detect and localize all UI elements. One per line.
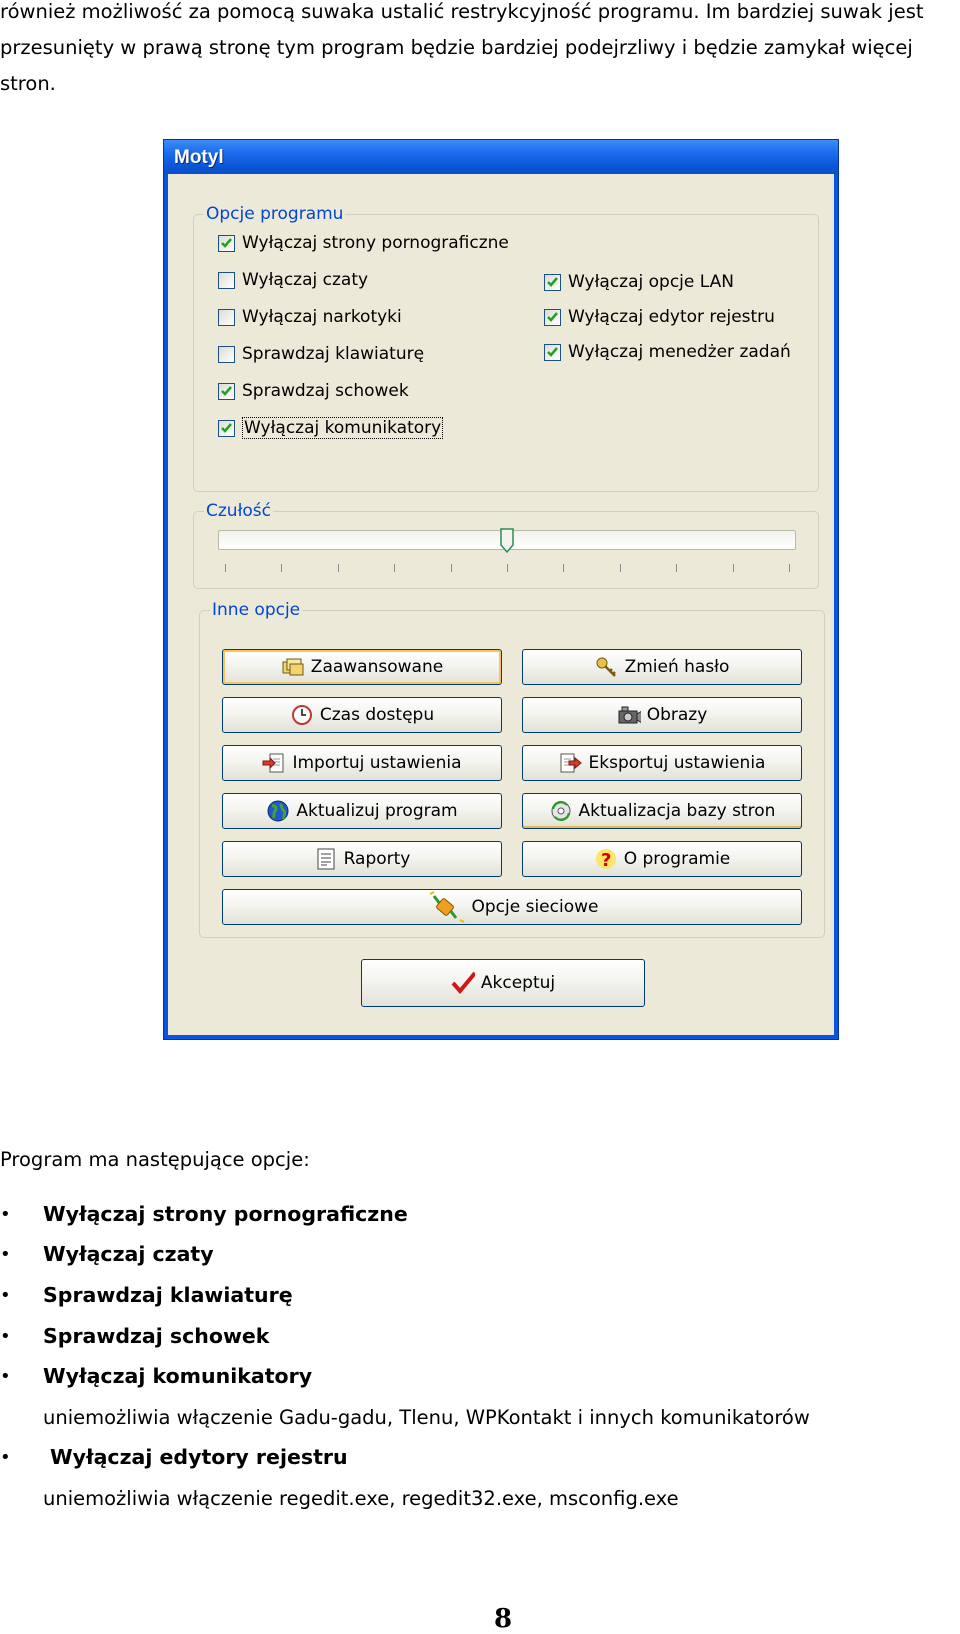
checkbox-box[interactable] bbox=[218, 235, 235, 252]
button-label: Czas dostępu bbox=[319, 705, 435, 725]
checkmark-icon bbox=[546, 311, 559, 324]
slider-tick bbox=[620, 564, 621, 572]
button-label: Eksportuj ustawienia bbox=[588, 753, 766, 773]
checkbox-block-porn[interactable] bbox=[218, 233, 509, 253]
slider-tick bbox=[563, 564, 564, 572]
checkbox-box[interactable] bbox=[218, 383, 235, 400]
checkbox-box[interactable] bbox=[218, 346, 235, 363]
button-label: Raporty bbox=[343, 849, 411, 869]
bullet: • bbox=[0, 1285, 11, 1306]
checkbox-block-messengers[interactable] bbox=[218, 417, 443, 439]
checkbox-box[interactable] bbox=[218, 272, 235, 289]
button-label: Opcje sieciowe bbox=[471, 897, 599, 917]
key-icon bbox=[595, 655, 619, 679]
checkbox-label: Wyłączaj opcje LAN bbox=[568, 272, 734, 292]
option-title: Wyłączaj komunikatory bbox=[43, 1364, 313, 1388]
checkmark-icon bbox=[220, 422, 233, 435]
slider-tick bbox=[451, 564, 452, 572]
button-label: Zaawansowane bbox=[310, 657, 444, 677]
sensitivity-slider-thumb[interactable] bbox=[500, 528, 514, 554]
checkbox-block-chats[interactable] bbox=[218, 270, 368, 290]
checkbox-label: Wyłączaj narkotyki bbox=[242, 307, 402, 327]
update-database-button[interactable] bbox=[522, 793, 802, 829]
checkbox-box[interactable] bbox=[544, 309, 561, 326]
option-title: Wyłączaj edytory rejestru bbox=[50, 1445, 348, 1469]
checkmark-icon bbox=[220, 237, 233, 250]
checkbox-box[interactable] bbox=[218, 420, 235, 437]
sensitivity-group bbox=[193, 501, 819, 589]
checkmark-icon bbox=[451, 971, 475, 995]
change-password-button[interactable] bbox=[522, 649, 802, 685]
button-label: Aktualizacja bazy stron bbox=[578, 801, 776, 821]
report-document-icon bbox=[314, 847, 338, 871]
camera-icon bbox=[617, 703, 641, 727]
bullet: • bbox=[0, 1366, 11, 1387]
checkbox-label: Wyłączaj komunikatory bbox=[244, 418, 442, 438]
checkbox-check-keyboard[interactable] bbox=[218, 344, 424, 364]
button-label: Importuj ustawienia bbox=[292, 753, 462, 773]
checkbox-check-clipboard[interactable] bbox=[218, 381, 409, 401]
button-label: Obrazy bbox=[646, 705, 708, 725]
about-button[interactable] bbox=[522, 841, 802, 877]
globe-icon bbox=[266, 799, 290, 823]
slider-tick bbox=[789, 564, 790, 572]
checkbox-block-registry-editor[interactable] bbox=[544, 307, 775, 327]
other-options-group bbox=[199, 600, 825, 938]
options-heading: Program ma następujące opcje: bbox=[0, 1148, 310, 1171]
checkbox-label: Wyłączaj strony pornograficzne bbox=[242, 233, 509, 253]
checkbox-label: Wyłączaj czaty bbox=[242, 270, 369, 290]
svg-text:?: ? bbox=[600, 850, 612, 871]
sensitivity-legend: Czułość bbox=[206, 501, 272, 521]
bullet: • bbox=[0, 1447, 11, 1468]
bullet: • bbox=[0, 1244, 11, 1265]
question-icon bbox=[594, 847, 618, 871]
checkbox-box[interactable] bbox=[544, 274, 561, 291]
export-icon bbox=[559, 751, 583, 775]
checkmark-icon bbox=[546, 346, 559, 359]
dialog-client-area bbox=[168, 174, 834, 1035]
button-label: Aktualizuj program bbox=[296, 801, 458, 821]
checkbox-block-task-manager[interactable] bbox=[544, 342, 791, 362]
program-options-legend: Opcje programu bbox=[206, 204, 344, 224]
slider-tick bbox=[733, 564, 734, 572]
accept-button[interactable] bbox=[361, 959, 645, 1007]
export-settings-button[interactable] bbox=[522, 745, 802, 781]
import-icon bbox=[262, 751, 286, 775]
program-options-group bbox=[193, 204, 819, 492]
checkbox-block-lan[interactable] bbox=[544, 272, 734, 292]
slider-tick bbox=[281, 564, 282, 572]
page-number: 8 bbox=[494, 1604, 513, 1634]
slider-tick bbox=[338, 564, 339, 572]
checkmark-icon bbox=[220, 385, 233, 398]
checkbox-label: Wyłączaj menedżer zadań bbox=[568, 342, 791, 362]
update-program-button[interactable] bbox=[222, 793, 502, 829]
checkbox-block-drugs[interactable] bbox=[218, 307, 402, 327]
other-options-legend: Inne opcje bbox=[212, 600, 301, 620]
button-label: Zmień hasło bbox=[624, 657, 730, 677]
checkbox-label: Sprawdzaj klawiaturę bbox=[242, 344, 425, 364]
option-title: Sprawdzaj schowek bbox=[43, 1324, 270, 1348]
checkbox-label: Wyłączaj edytor rejestru bbox=[568, 307, 775, 327]
advanced-button[interactable] bbox=[222, 649, 502, 685]
option-title: Wyłączaj strony pornograficzne bbox=[43, 1202, 408, 1226]
slider-tick bbox=[394, 564, 395, 572]
motyl-window bbox=[163, 139, 839, 1040]
slider-tick bbox=[225, 564, 226, 572]
reports-button[interactable] bbox=[222, 841, 502, 877]
window-title[interactable]: Motyl bbox=[164, 140, 838, 174]
import-settings-button[interactable] bbox=[222, 745, 502, 781]
slider-tick bbox=[676, 564, 677, 572]
clock-icon bbox=[290, 703, 314, 727]
option-title: Wyłączaj czaty bbox=[43, 1242, 214, 1266]
slider-tick bbox=[507, 564, 508, 572]
checkbox-box[interactable] bbox=[218, 309, 235, 326]
option-description: uniemożliwia włączenie regedit.exe, regedit32.exe, msconfig.exe bbox=[43, 1487, 679, 1510]
button-label: Akceptuj bbox=[480, 973, 556, 993]
option-title: Sprawdzaj klawiaturę bbox=[43, 1283, 293, 1307]
refresh-disc-icon bbox=[549, 799, 573, 823]
checkbox-label: Sprawdzaj schowek bbox=[242, 381, 409, 401]
checkmark-icon bbox=[546, 276, 559, 289]
bullet: • bbox=[0, 1326, 11, 1347]
button-label: O programie bbox=[623, 849, 731, 869]
network-options-button[interactable] bbox=[222, 889, 802, 925]
network-plug-icon bbox=[426, 895, 466, 919]
option-description: uniemożliwia włączenie Gadu-gadu, Tlenu, WPKontakt i innych komunikatorów bbox=[43, 1406, 810, 1429]
checkbox-box[interactable] bbox=[544, 344, 561, 361]
intro-paragraph: również możliwość za pomocą suwaka ustalić restrykcyjność programu. Im bardziej suwak jest przesunięty w prawą stronę tym program będzie bardziej podejrzliwy i będzie zamykał więcej stron. bbox=[0, 0, 924, 95]
bullet: • bbox=[0, 1204, 11, 1225]
folders-icon bbox=[281, 655, 305, 679]
access-time-button[interactable] bbox=[222, 697, 502, 733]
images-button[interactable] bbox=[522, 697, 802, 733]
